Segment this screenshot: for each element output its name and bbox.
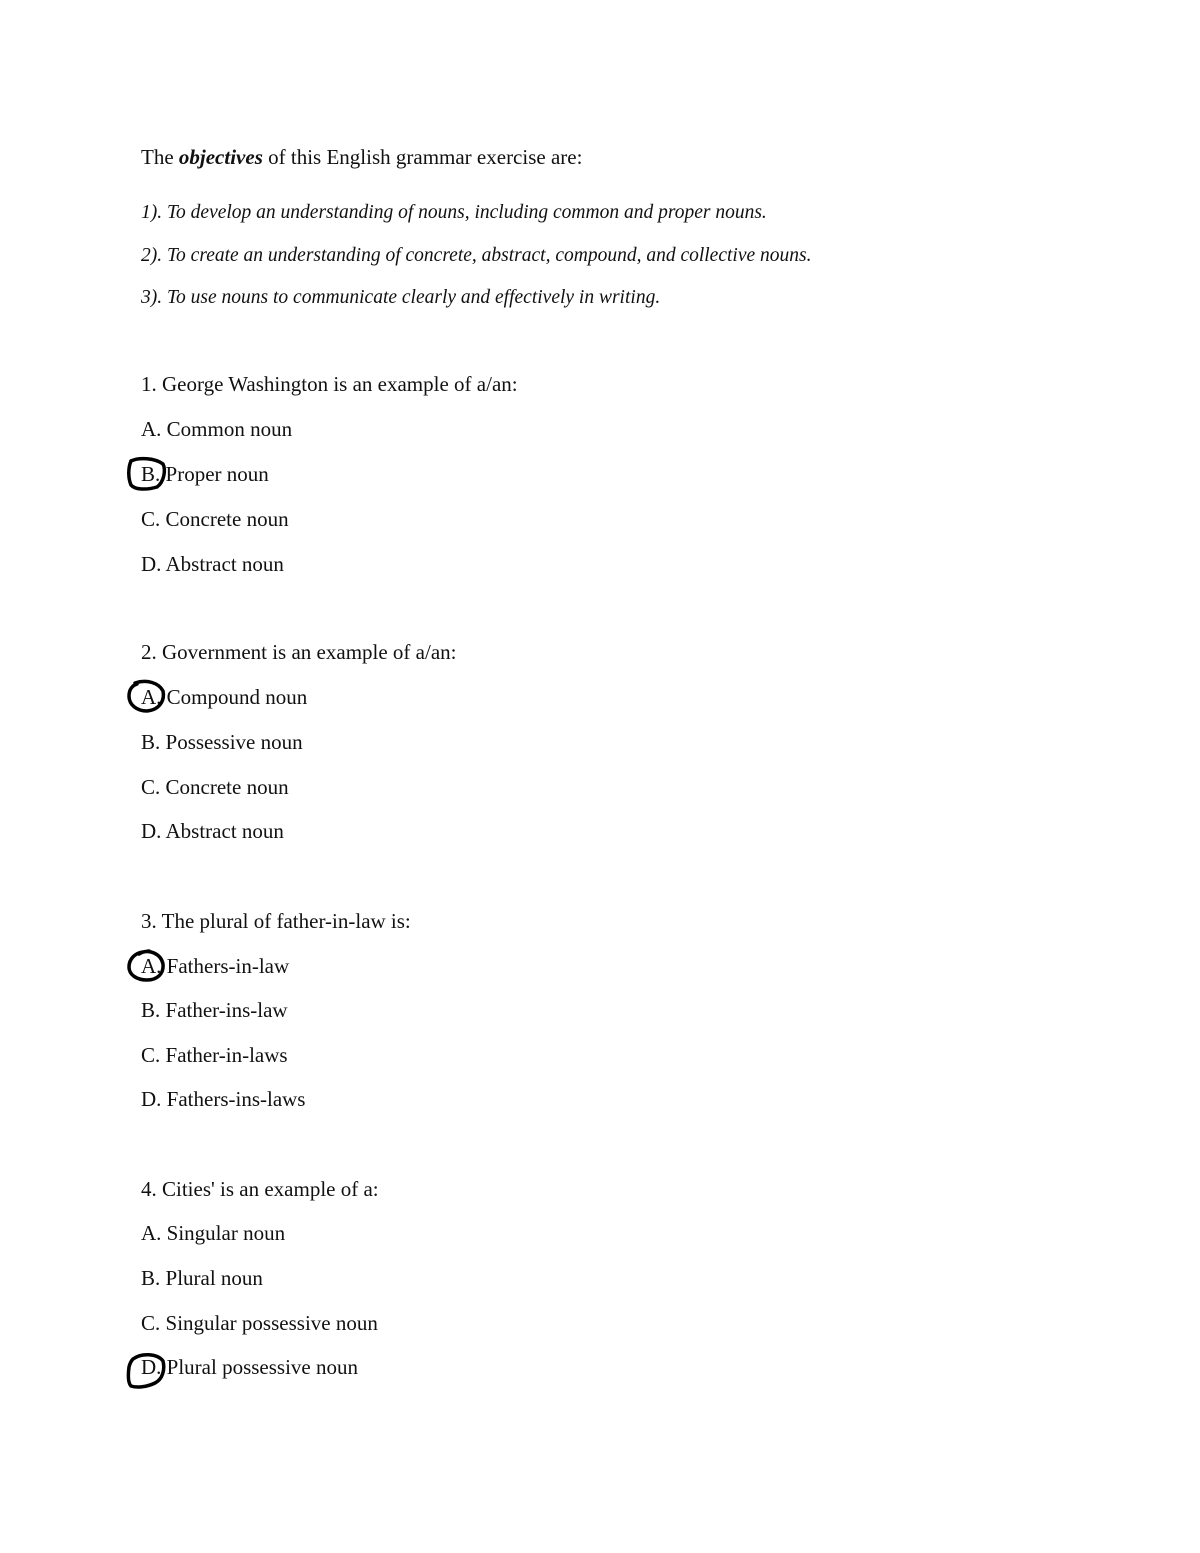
option-letter: D. (141, 1087, 162, 1111)
question-3-prompt: 3. The plural of father-in-law is: (141, 909, 411, 933)
intro-prefix: The (141, 145, 179, 169)
option-text: Plural noun (160, 1266, 263, 1290)
option-letter: B. (141, 1266, 161, 1290)
intro-emphasis: objectives (178, 145, 263, 169)
option-text: Fathers-in-law (166, 954, 290, 978)
option-letter: C. (141, 1043, 161, 1067)
question-2-option-a (141, 684, 307, 710)
question-3-option-b (141, 997, 288, 1023)
option-text: Father-ins-law (160, 998, 288, 1022)
option-letter (141, 685, 167, 709)
option-letter (141, 954, 167, 978)
intro-suffix: of this English grammar exercise are: (262, 145, 583, 169)
question-2-option-d (141, 818, 284, 844)
option-letter-text: D. (141, 1355, 162, 1379)
question-4-prompt: 4. Cities' is an example of a: (141, 1177, 379, 1201)
option-letter: C. (141, 775, 161, 799)
question-4-option-c (141, 1310, 378, 1336)
option-text: Abstract noun (161, 552, 284, 576)
option-text: Concrete noun (160, 507, 289, 531)
question-1-prompt: 1. George Washington is an example of a/an: (141, 372, 518, 396)
intro-line (141, 144, 582, 170)
question-1-option-b (141, 461, 269, 487)
option-letter (141, 462, 166, 486)
option-letter: D. (141, 552, 162, 576)
option-text: Singular noun (161, 1221, 286, 1245)
question-1-option-c (141, 506, 289, 532)
option-text: Fathers-ins-laws (161, 1087, 306, 1111)
option-letter: C. (141, 1311, 161, 1335)
option-text: Proper noun (165, 462, 269, 486)
option-letter: A. (141, 1221, 162, 1245)
option-letter (141, 1355, 167, 1379)
question-2-prompt: 2. Government is an example of a/an: (141, 640, 457, 664)
option-letter: A. (141, 417, 162, 441)
question-2-option-b (141, 729, 303, 755)
question-4-option-a (141, 1220, 285, 1246)
option-text: Compound noun (166, 685, 308, 709)
question-3-option-d (141, 1086, 305, 1112)
option-text: Abstract noun (161, 819, 284, 843)
objective-3: 3). To use nouns to communicate clearly and effectively in writing. (141, 287, 661, 308)
option-text: Common noun (161, 417, 293, 441)
option-text: Singular possessive noun (160, 1311, 378, 1335)
option-text: Plural possessive noun (166, 1355, 358, 1379)
option-letter-text: B. (141, 462, 161, 486)
question-4-option-d (141, 1354, 358, 1380)
objective-2: 2). To create an understanding of concrete, abstract, compound, and collective nouns. (141, 245, 812, 266)
question-1-option-a (141, 416, 292, 442)
question-3-option-a (141, 953, 289, 979)
option-letter-text: A. (141, 685, 162, 709)
question-2-option-c (141, 774, 289, 800)
option-text: Possessive noun (160, 730, 303, 754)
objective-1: 1). To develop an understanding of nouns, including common and proper nouns. (141, 202, 767, 223)
question-4-option-b (141, 1265, 263, 1291)
option-letter: C. (141, 507, 161, 531)
option-text: Father-in-laws (160, 1043, 288, 1067)
question-3-option-c (141, 1042, 288, 1068)
option-letter: B. (141, 998, 161, 1022)
option-letter: B. (141, 730, 161, 754)
question-1-option-d (141, 551, 284, 577)
option-letter-text: A. (141, 954, 162, 978)
option-letter: D. (141, 819, 162, 843)
option-text: Concrete noun (160, 775, 289, 799)
